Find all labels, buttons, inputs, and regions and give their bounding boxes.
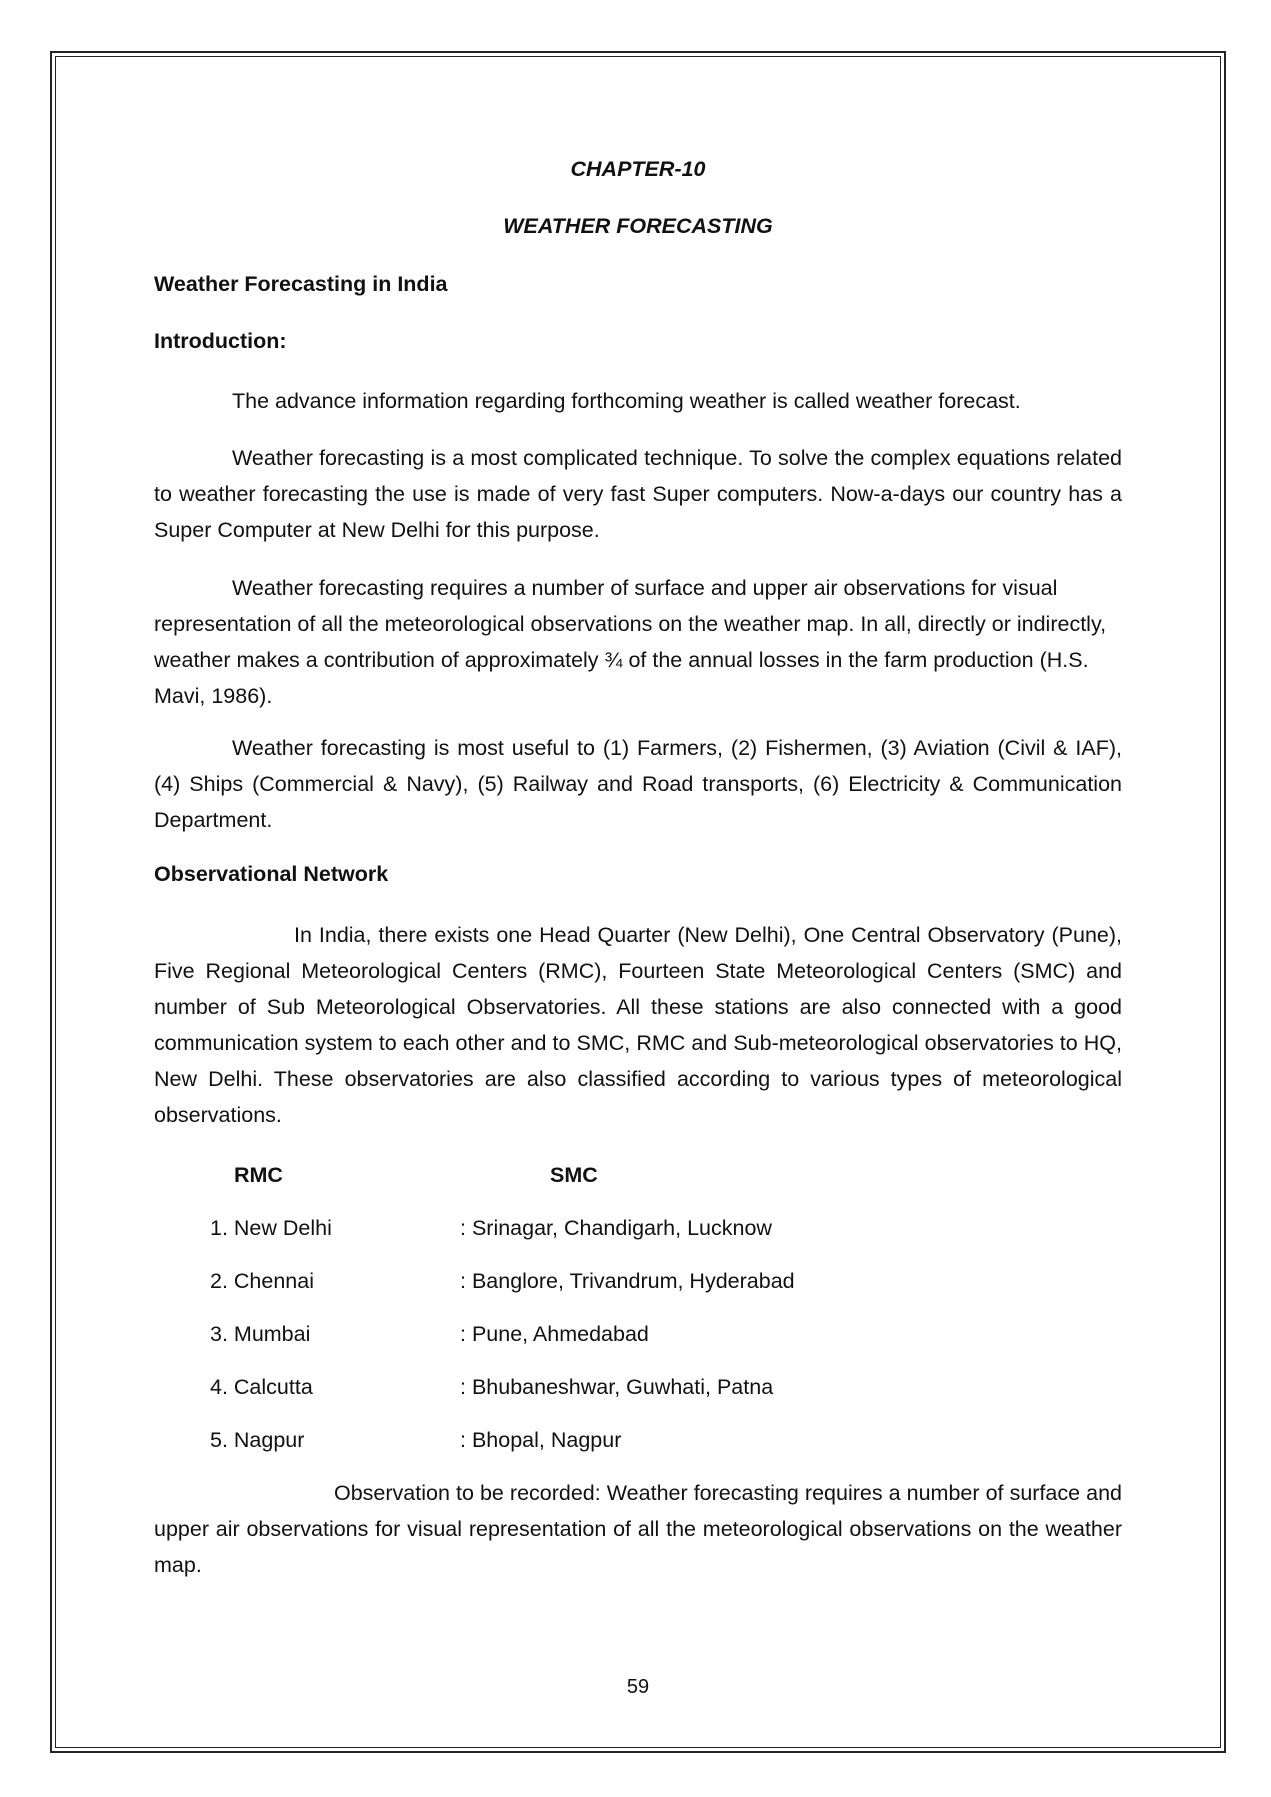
- column-header-rmc: RMC: [234, 1163, 283, 1187]
- table-row: [210, 1216, 1010, 1246]
- chapter-title: WEATHER FORECASTING: [503, 214, 773, 238]
- table-row: [210, 1375, 1010, 1405]
- paragraph-usefulness: Weather forecasting is most useful to (1) Farmers, (2) Fishermen, (3) Aviation (Civil & IAF), (4) Ships (Commercial & Navy), (5) Railway and Road transports, (6) Electricity & Communication Department.: [154, 736, 1122, 832]
- chapter-number: CHAPTER-10: [570, 157, 706, 181]
- document-page: [154, 0, 1122, 1797]
- paragraph-complexity: Weather forecasting is a most complicated technique. To solve the complex equations related to weather forecasting the use is made of very fast Super computers. Now-a-days our country has a Super Computer at New Delhi for this purpose.: [154, 446, 1122, 542]
- smc-cell: : Bhubaneshwar, Guwhati, Patna: [460, 1375, 774, 1399]
- rmc-cell: 5. Nagpur: [210, 1428, 305, 1452]
- table-row: [210, 1322, 1010, 1352]
- paragraph-observation-recorded: Observation to be recorded: Weather forecasting requires a number of surface and upper air observations for visual representation of all the meteorological observations on the weather map.: [154, 1481, 1122, 1577]
- paragraph-definition: The advance information regarding forthcoming weather is called weather forecast.: [232, 389, 1021, 413]
- intro-heading: Introduction:: [154, 329, 287, 353]
- network-heading: Observational Network: [154, 862, 389, 886]
- page-number: 59: [626, 1676, 650, 1698]
- table-row: [210, 1269, 1010, 1299]
- smc-cell: : Bhopal, Nagpur: [460, 1428, 622, 1452]
- rmc-cell: 4. Calcutta: [210, 1375, 313, 1399]
- paragraph-network: In India, there exists one Head Quarter (New Delhi), One Central Observatory (Pune), Five Regional Meteorological Centers (RMC), Fourteen State Meteorological Centers (SMC) and number of Sub Meteorological Observatories. All these stations are also connected with a good communication system to each other and to SMC, RMC and Sub-meteorological observatories to HQ, New Delhi. These observatories are also classified according to various types of meteorological observations.: [154, 923, 1122, 1127]
- section-title: Weather Forecasting in India: [154, 272, 448, 296]
- rmc-cell: 1. New Delhi: [210, 1216, 332, 1240]
- smc-cell: : Banglore, Trivandrum, Hyderabad: [460, 1269, 795, 1293]
- rmc-cell: 2. Chennai: [210, 1269, 314, 1293]
- smc-cell: : Srinagar, Chandigarh, Lucknow: [460, 1216, 772, 1240]
- rmc-cell: 3. Mumbai: [210, 1322, 311, 1346]
- smc-cell: : Pune, Ahmedabad: [460, 1322, 649, 1346]
- column-header-smc: SMC: [550, 1163, 598, 1187]
- table-row: [210, 1428, 1010, 1458]
- paragraph-observations: Weather forecasting requires a number of surface and upper air observations for visual representation of all the meteorological observations on the weather map. In all, directly or indirectly, weather makes a contribution of approximately ¾ of the annual losses in the farm production (H.S. Mavi, 1986).: [154, 576, 1107, 708]
- table-header: [234, 1163, 1034, 1193]
